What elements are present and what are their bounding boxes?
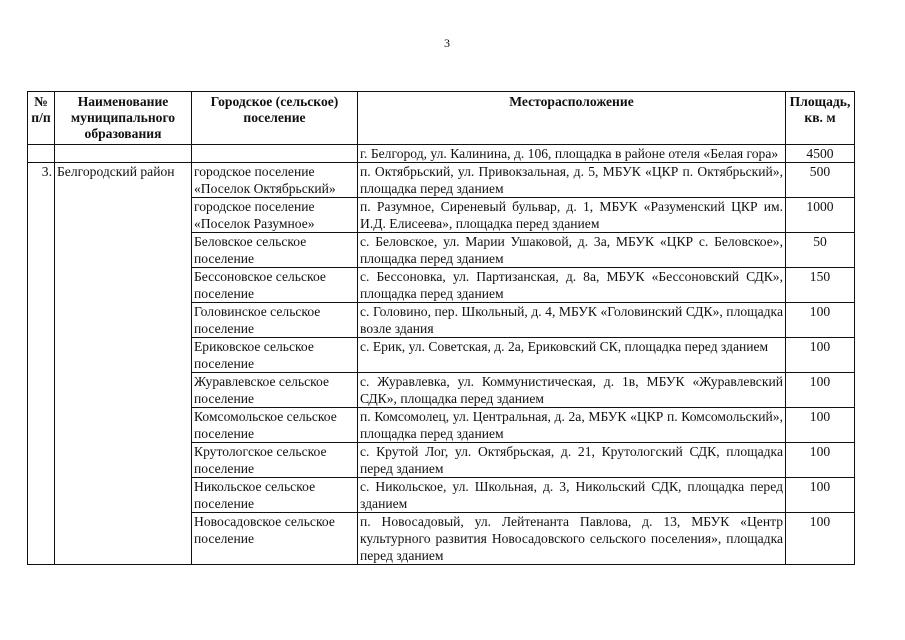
cell-municipality: Белгородский район (55, 163, 192, 565)
cell-municipality (55, 145, 192, 163)
cell-location: с. Бессоновка, ул. Партизанская, д. 8а, МБУК «Бессоновский СДК», площадка перед зданием (358, 268, 786, 303)
header-municipality: Наименование муниципального образования (55, 92, 192, 145)
cell-area: 4500 (786, 145, 855, 163)
locations-table (27, 91, 855, 565)
header-location: Месторасположение (358, 92, 786, 145)
cell-location: с. Журавлевка, ул. Коммунистическая, д. 1в, МБУК «Журавлевский СДК», площадка перед зданием (358, 373, 786, 408)
cell-area: 100 (786, 443, 855, 478)
cell-area: 100 (786, 303, 855, 338)
header-settlement: Городское (сельское) поселение (192, 92, 358, 145)
cell-settlement: Журавлевское сельское поселение (192, 373, 358, 408)
cell-location: п. Новосадовый, ул. Лейтенанта Павлова, д. 13, МБУК «Центр культурного развития Новосадовского сельского поселения», площадка перед зданием (358, 513, 786, 565)
cell-settlement: Никольское сельское поселение (192, 478, 358, 513)
cell-settlement: городское поселение «Поселок Октябрьский» (192, 163, 358, 198)
cell-area: 100 (786, 478, 855, 513)
cell-settlement: Бессоновское сельское поселение (192, 268, 358, 303)
cell-settlement: Комсомольское сельское поселение (192, 408, 358, 443)
page-number: 3 (444, 36, 450, 50)
cell-location: с. Беловское, ул. Марии Ушаковой, д. 3а, МБУК «ЦКР с. Беловское», площадка перед зданием (358, 233, 786, 268)
cell-area: 100 (786, 338, 855, 373)
cell-area: 100 (786, 513, 855, 565)
cell-settlement: Новосадовское сельское поселение (192, 513, 358, 565)
cell-area: 500 (786, 163, 855, 198)
cell-location: п. Комсомолец, ул. Центральная, д. 2а, МБУК «ЦКР п. Комсомольский», площадка перед зданием (358, 408, 786, 443)
cell-settlement: Головинское сельское поселение (192, 303, 358, 338)
cell-location: с. Ерик, ул. Советская, д. 2а, Ериковский СК, площадка перед зданием (358, 338, 786, 373)
cell-settlement (192, 145, 358, 163)
cell-num: 3. (28, 163, 55, 565)
cell-num (28, 145, 55, 163)
cell-location: г. Белгород, ул. Калинина, д. 106, площадка в районе отеля «Белая гора» (358, 145, 786, 163)
cell-area: 50 (786, 233, 855, 268)
cell-area: 100 (786, 373, 855, 408)
cell-area: 1000 (786, 198, 855, 233)
cell-area: 150 (786, 268, 855, 303)
cell-location: с. Головино, пер. Школьный, д. 4, МБУК «Головинский СДК», площадка возле здания (358, 303, 786, 338)
cell-location: с. Никольское, ул. Школьная, д. 3, Никольский СДК, площадка перед зданием (358, 478, 786, 513)
cell-area: 100 (786, 408, 855, 443)
cell-location: п. Разумное, Сиреневый бульвар, д. 1, МБУК «Разуменский ЦКР им. И.Д. Елисеева», площадка перед зданием (358, 198, 786, 233)
cell-settlement: Крутологское сельское поселение (192, 443, 358, 478)
cell-location: п. Октябрьский, ул. Привокзальная, д. 5, МБУК «ЦКР п. Октябрьский», площадка перед зданием (358, 163, 786, 198)
header-area: Площадь, кв. м (786, 92, 855, 145)
cell-settlement: Ериковское сельское поселение (192, 338, 358, 373)
cell-location: с. Крутой Лог, ул. Октябрьская, д. 21, Крутологский СДК, площадка перед зданием (358, 443, 786, 478)
header-num: № п/п (28, 92, 55, 145)
table-row-continued (28, 145, 855, 163)
table-header-row (28, 92, 855, 145)
table-row (28, 163, 855, 198)
cell-settlement: Беловское сельское поселение (192, 233, 358, 268)
cell-settlement: городское поселение «Поселок Разумное» (192, 198, 358, 233)
table-body (28, 145, 855, 565)
